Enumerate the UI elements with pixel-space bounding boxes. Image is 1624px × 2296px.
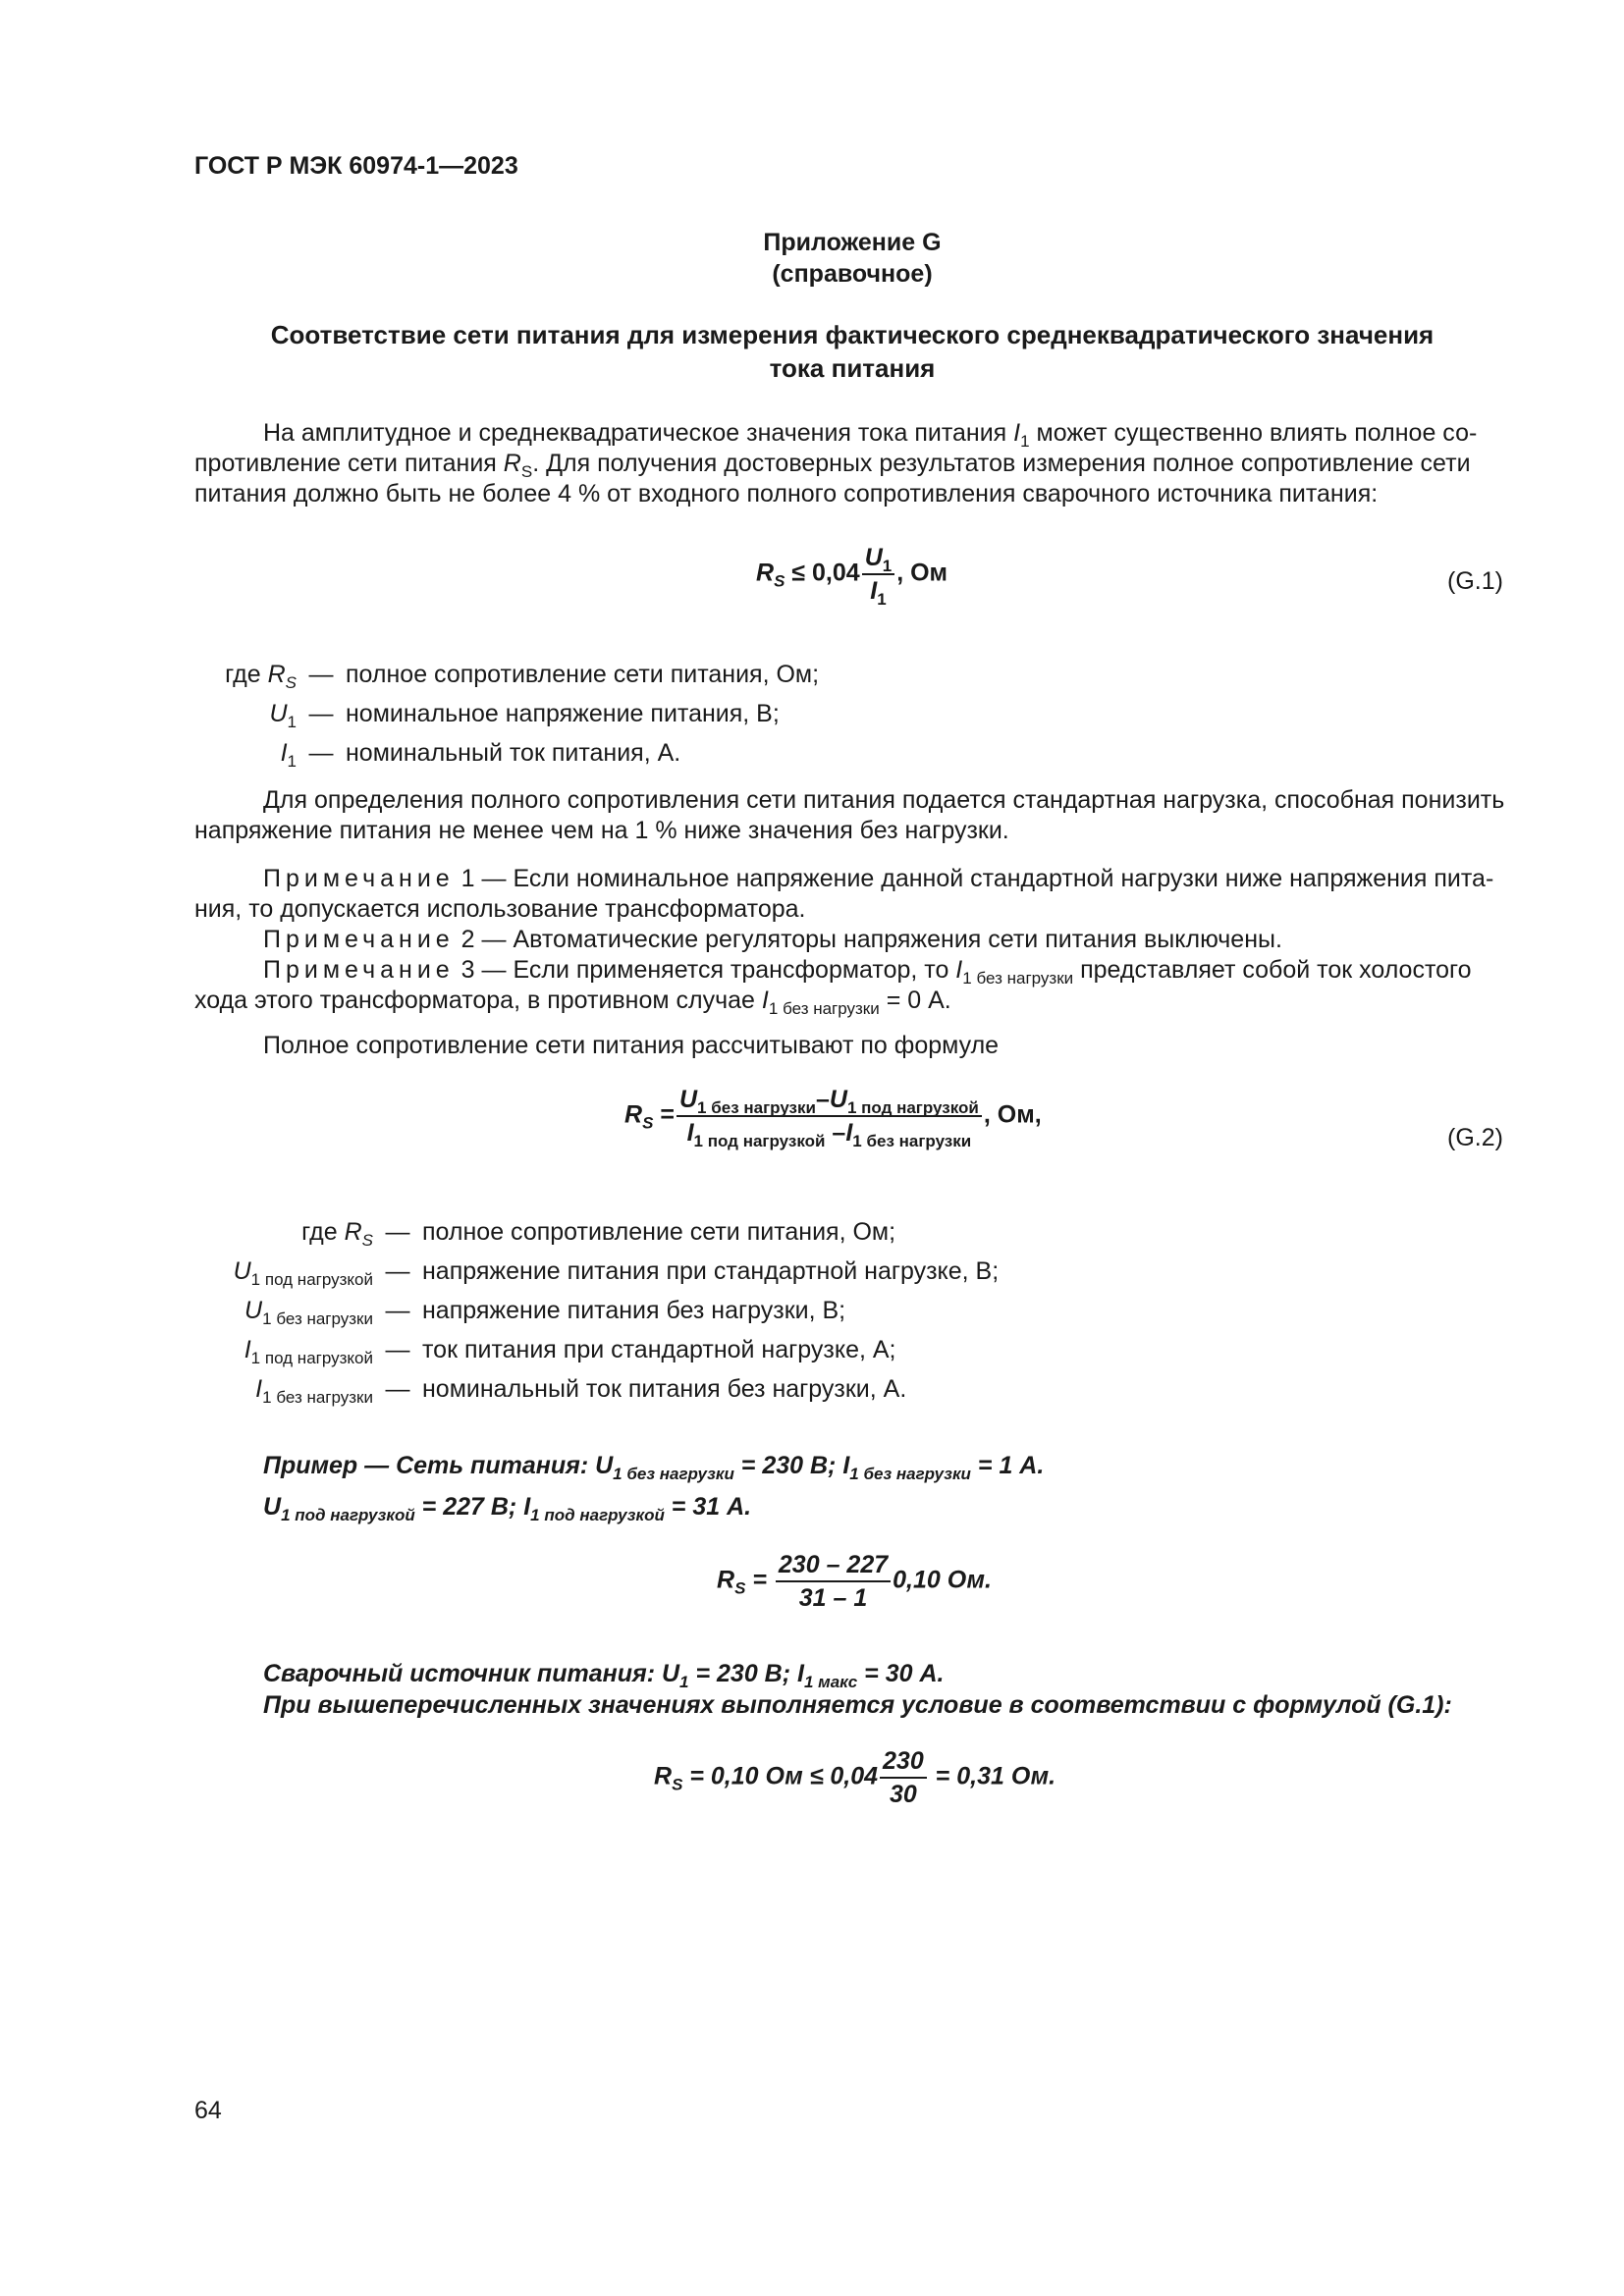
where2-row-i-noload: $I_{1 без нагрузки}$ — номинальный ток питания без нагрузки, А. bbox=[255, 1375, 907, 1407]
where2-row-u-load: $U_{1 под нагрузкой}$ — напряжение питания при стандартной нагрузке, В; bbox=[233, 1257, 1000, 1289]
formula-g2: $R_S$ = $\frac{U_{1 без нагрузки}-U_{1 под нагрузкой}}{I_{1 под нагрузкой} -I_{1 без нагрузки}}$ , Ом, bbox=[624, 1086, 1042, 1150]
para-formula-intro: Полное сопротивление сети питания рассчитывают по формуле bbox=[263, 1032, 1000, 1059]
page-number: 64 bbox=[194, 2097, 222, 2124]
section-heading-line2: тока питания bbox=[769, 353, 936, 383]
para-load-line2: напряжение питания не менее чем на 1 % ниже значения без нагрузки. bbox=[194, 817, 1009, 844]
intro-line3: питания должно быть не более 4 % от входного полного сопротивления сварочного источника питания: bbox=[194, 480, 1379, 507]
example-final: $R_S = 0,10$ Ом ≤ 0,04 $\frac{230}{30}$ = 0,31 Ом. bbox=[654, 1747, 1056, 1808]
intro-line2: противление сети питания $R_S$. Для получения достоверных результатов измерения полное сопротивление сети bbox=[194, 450, 1471, 481]
equation-number-g2: (G.2) bbox=[1447, 1124, 1503, 1151]
where2-row-u-noload: $U_{1 без нагрузки}$ — напряжение питания без нагрузки, В; bbox=[244, 1297, 846, 1328]
formula-g2-fraction: $\frac{U_{1 без нагрузки}-U_{1 под нагрузкой}}{I_{1 под нагрузкой} -I_{1 без нагрузки}}$ bbox=[677, 1086, 982, 1147]
para-load-line1: Для определения полного сопротивления сети питания подается стандартная нагрузка, способная понизить bbox=[263, 786, 1505, 814]
note-1: Примечание 1 — Если номинальное напряжение данной стандартной нагрузки ниже напряжения пита- bbox=[263, 865, 1494, 892]
example-conclusion: При вышеперечисленных значениях выполняется условие в соответствии с формулой (G.1): bbox=[263, 1691, 1452, 1719]
formula-g1-fraction: $\frac{U_1}{I_1}$ bbox=[862, 544, 895, 605]
where1-row-u1: $U_1$ — номинальное напряжение питания, В; bbox=[269, 700, 780, 731]
example-line1: Пример — Сеть питания: $U_{1 без нагрузки} = 230$ В; $I_{1 без нагрузки} = 1$ А. bbox=[263, 1452, 1045, 1483]
appendix-title: Приложение G bbox=[763, 229, 942, 256]
example-line2: $U_{1 под нагрузкой} = 227$ В; $I_{1 под нагрузкой} = 31$ А. bbox=[263, 1493, 752, 1524]
example-calc: $R_S$ = $\frac{230 - 227}{31 - 1}$ 0,10 Ом. bbox=[717, 1551, 992, 1612]
note-3-cont: хода этого трансформатора, в противном случае $I_{1 без нагрузки} = 0$ А. bbox=[194, 987, 951, 1018]
where1-row-rs: где $R_S$ — полное сопротивление сети питания, Ом; bbox=[225, 661, 820, 692]
where2-row-i-load: $I_{1 под нагрузкой}$ — ток питания при стандартной нагрузке, А; bbox=[244, 1336, 896, 1367]
intro-line1: На амплитудное и среднеквадратическое значения тока питания $I_1$ может существенно влиять полное со- bbox=[263, 419, 1478, 451]
equation-number-g1: (G.1) bbox=[1447, 567, 1503, 595]
example-calc-fraction: $\frac{230 - 227}{31 - 1}$ bbox=[776, 1551, 891, 1612]
appendix-subtitle: (справочное) bbox=[772, 260, 933, 288]
note-1-cont: ния, то допускается использование трансформатора. bbox=[194, 895, 806, 923]
section-heading-line1: Соответствие сети питания для измерения фактического среднеквадратического значения bbox=[270, 320, 1435, 349]
document-header: ГОСТ Р МЭК 60974-1—2023 bbox=[194, 152, 518, 180]
example-final-fraction: $\frac{230}{30}$ bbox=[880, 1747, 927, 1808]
note-2: Примечание 2 — Автоматические регуляторы напряжения сети питания выключены. bbox=[263, 926, 1282, 953]
example-welder: Сварочный источник питания: $U_1 = 230$ В; $I_{1 макс} = 30$ А. bbox=[263, 1660, 945, 1691]
note-3: Примечание 3 — Если применяется трансформатор, то $I_{1 без нагрузки}$ представляет собой ток холостого bbox=[263, 956, 1472, 988]
formula-g1: $R_S \le 0,04$ $\frac{U_1}{I_1}$ , Ом bbox=[756, 544, 948, 609]
where2-row-rs: где $R_S$ — полное сопротивление сети питания, Ом; bbox=[301, 1218, 896, 1250]
where1-row-i1: $I_1$ — номинальный ток питания, А. bbox=[280, 739, 681, 771]
